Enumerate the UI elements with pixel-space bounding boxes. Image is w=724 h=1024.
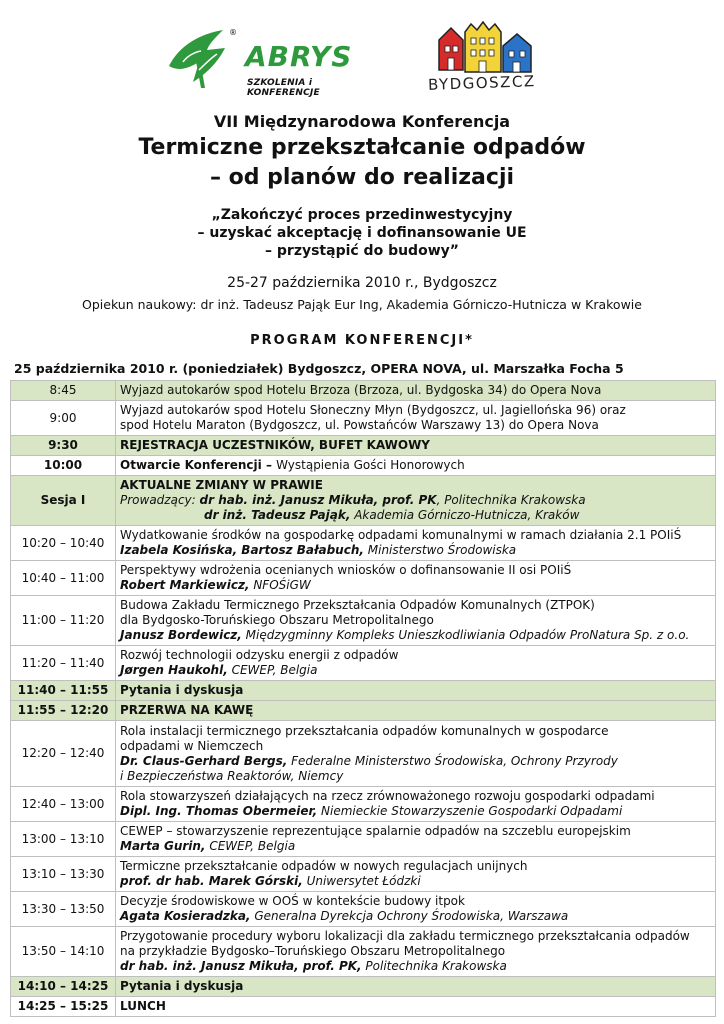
table-row <box>11 977 716 997</box>
talk-info <box>116 561 716 596</box>
row-time: 13:30 – 13:50 <box>11 892 116 927</box>
speaker-name: Marta Gurin, <box>120 839 206 853</box>
row-time: 10:40 – 11:00 <box>11 561 116 596</box>
row-time: 13:00 – 13:10 <box>11 822 116 857</box>
speaker-org: Federalne Ministerstwo Środowiska, Ochrony Przyrody <box>287 753 618 768</box>
moderator-label: Prowadzący: <box>120 493 200 507</box>
moderator-name: dr inż. Tadeusz Pająk, <box>204 508 351 522</box>
speaker-org: CEWEP, Belgia <box>227 663 318 677</box>
talk-speaker <box>120 754 711 769</box>
talk-topic: Perspektywy wdrożenia ocenianych wniosków o dofinansowanie II osi POIiŚ <box>120 563 572 577</box>
talk-speaker <box>120 874 711 889</box>
row-text <box>116 401 716 436</box>
table-row <box>11 381 716 401</box>
talk-row <box>11 596 716 646</box>
abrys-tagline: SZKOLENIA i KONFERENCJE <box>247 78 320 98</box>
talk-row <box>11 822 716 857</box>
row-time: 11:40 – 11:55 <box>11 681 116 701</box>
talk-row <box>11 892 716 927</box>
talk-info <box>116 721 716 787</box>
talk-info <box>116 857 716 892</box>
speaker-org: Generalna Dyrekcja Ochrony Środowiska, Warszawa <box>250 909 569 923</box>
talk-topic: Rola stowarzyszeń działających na rzecz zrównoważonego rozwoju gospodarki odpadami <box>120 789 655 803</box>
row-time: 10:00 <box>11 456 116 476</box>
row-time: 12:40 – 13:00 <box>11 787 116 822</box>
abrys-axe-icon <box>165 26 237 92</box>
talk-topic: Rola instalacji termicznego przekształcania odpadów komunalnych w gospodarce <box>120 723 609 738</box>
speaker-org: NFOŚiGW <box>249 578 311 592</box>
opening-label: Otwarcie Konferencji <box>120 458 262 472</box>
row-time: 11:55 – 12:20 <box>11 701 116 721</box>
row-time: 9:30 <box>11 436 116 456</box>
row-text: Wyjazd autokarów spod Hotelu Brzoza (Brzoza, ul. Bydgoska 34) do Opera Nova <box>116 381 716 401</box>
talk-speaker <box>120 839 711 854</box>
city-name: BYDGOSZCZ <box>427 72 536 94</box>
row-time: 11:20 – 11:40 <box>11 646 116 681</box>
session-label: Sesja I <box>11 476 116 526</box>
speaker-name: Dipl. Ing. Thomas Obermeier, <box>120 804 318 818</box>
conference-edition: VII Międzynarodowa Konferencja <box>213 112 511 131</box>
talk-speaker <box>120 959 711 974</box>
talk-info <box>116 927 716 977</box>
day-header: 25 października 2010 r. (poniedziałek) Bydgoszcz, OPERA NOVA, ul. Marszałka Focha 5 <box>14 361 624 376</box>
speaker-org: i Bezpieczeństwa Reaktorów, Niemcy <box>120 768 344 783</box>
row-text: Pytania i dyskusja <box>116 977 716 997</box>
conference-heading <box>0 112 724 349</box>
speaker-name: Jørgen Haukohl, <box>120 663 228 677</box>
row-time: 13:10 – 13:30 <box>11 857 116 892</box>
scientific-patron: Opiekun naukowy: dr inż. Tadeusz Pająk Eur Ing, Akademia Górniczo-Hutnicza w Krakowie <box>82 297 642 312</box>
talk-topic: Wydatkowanie środków na gospodarkę odpadami komunalnymi w ramach działania 2.1 POIiŚ <box>120 528 682 542</box>
speaker-name: Izabela Kosińska, Bartosz Bałabuch, <box>120 543 364 557</box>
conference-motto <box>0 206 724 260</box>
speaker-name: Robert Markiewicz, <box>120 578 250 592</box>
row-line: Wyjazd autokarów spod Hotelu Słoneczny Młyn (Bydgoszcz, ul. Jagiellońska 96) oraz <box>120 403 626 417</box>
speaker-name: prof. dr hab. Marek Górski, <box>120 874 303 888</box>
speaker-org: Niemieckie Stowarzyszenie Gospodarki Odpadami <box>317 804 623 818</box>
talk-topic: Rozwój technologii odzysku energii z odpadów <box>120 648 399 662</box>
moderator-org: Akademia Górniczo-Hutnicza, Kraków <box>350 508 580 522</box>
motto-line2: – uzyskać akceptację i dofinansowanie UE <box>197 225 527 241</box>
row-line: spod Hotelu Maraton (Bydgoszcz, ul. Powstańców Warszawy 13) do Opera Nova <box>120 418 599 432</box>
talk-speaker <box>120 909 711 924</box>
talk-info <box>116 787 716 822</box>
talk-topic: odpadami w Niemczech <box>120 738 264 753</box>
opening-dash: – <box>261 458 277 472</box>
talk-info <box>116 822 716 857</box>
abrys-name: ABRYS <box>245 40 353 73</box>
talk-speaker <box>120 663 711 678</box>
talk-row <box>11 646 716 681</box>
speaker-org: Uniwersytet Łódzki <box>302 874 421 888</box>
logo-bar <box>0 18 724 98</box>
talk-speaker <box>120 804 711 819</box>
city-houses-icon <box>425 20 550 76</box>
speaker-name: dr hab. inż. Janusz Mikuła, prof. PK, <box>120 959 362 973</box>
conference-title-line1: Termiczne przekształcanie odpadów <box>138 135 586 160</box>
talk-speaker <box>120 628 711 643</box>
table-row <box>11 701 716 721</box>
row-time: 10:20 – 10:40 <box>11 526 116 561</box>
talk-speaker <box>120 543 711 558</box>
row-time: 9:00 <box>11 401 116 436</box>
row-time: 14:10 – 14:25 <box>11 977 116 997</box>
row-time: 11:00 – 11:20 <box>11 596 116 646</box>
abrys-logo <box>165 26 365 98</box>
program-title: PROGRAM KONFERENCJI* <box>250 333 474 348</box>
table-row <box>11 681 716 701</box>
talk-info <box>116 526 716 561</box>
talk-row <box>11 526 716 561</box>
moderator-line2 <box>120 508 711 523</box>
talk-speaker <box>120 578 711 593</box>
motto-line1: „Zakończyć proces przedinwestycyjny <box>211 207 513 223</box>
talk-row <box>11 857 716 892</box>
talk-row <box>11 561 716 596</box>
talk-topic: Decyzje środowiskowe w OOŚ w kontekście budowy itpok <box>120 894 465 908</box>
row-text <box>116 456 716 476</box>
row-time: 8:45 <box>11 381 116 401</box>
talk-topic: Przygotowanie procedury wyboru lokalizacji dla zakładu termicznego przekształcania odpadów <box>120 929 690 943</box>
speaker-name: Agata Kosieradzka, <box>120 909 251 923</box>
row-time: 14:25 – 15:25 <box>11 997 116 1017</box>
moderator-line1 <box>120 493 711 508</box>
table-row <box>11 401 716 436</box>
moderator-org: , Politechnika Krakowska <box>436 493 586 507</box>
talk-row <box>11 787 716 822</box>
talk-topic: Budowa Zakładu Termicznego Przekształcania Odpadów Komunalnych (ZTPOK) <box>120 598 595 612</box>
talk-topic: dla Bydgosko-Toruńskiego Obszaru Metropolitalnego <box>120 613 434 627</box>
motto-line3: – przystąpić do budowy” <box>265 243 459 259</box>
talk-topic: Termiczne przekształcanie odpadów w nowych regulacjach unijnych <box>120 859 528 873</box>
talk-topic: CEWEP – stowarzyszenie reprezentujące spalarnie odpadów na szczeblu europejskim <box>120 824 631 838</box>
speaker-org: Politechnika Krakowska <box>361 959 507 973</box>
conference-title-line2: – od planów do realizacji <box>209 165 515 190</box>
schedule-table <box>10 380 716 1017</box>
speaker-name: Janusz Bordewicz, <box>120 628 242 642</box>
row-text: LUNCH <box>116 997 716 1017</box>
conference-dates: 25-27 października 2010 r., Bydgoszcz <box>227 275 497 291</box>
row-text: Pytania i dyskusja <box>116 681 716 701</box>
registered-mark: ® <box>229 28 237 37</box>
speaker-org: Międzygminny Kompleks Unieszkodliwiania Odpadów ProNatura Sp. z o.o. <box>241 628 690 642</box>
talk-info <box>116 646 716 681</box>
talk-row <box>11 927 716 977</box>
session-info <box>116 476 716 526</box>
row-text: PRZERWA NA KAWĘ <box>116 701 716 721</box>
table-row <box>11 436 716 456</box>
opening-rest: Wystąpienia Gości Honorowych <box>276 458 465 472</box>
table-row <box>11 456 716 476</box>
speaker-org: CEWEP, Belgia <box>205 839 296 853</box>
row-time: 13:50 – 14:10 <box>11 927 116 977</box>
talk-info <box>116 596 716 646</box>
row-text: REJESTRACJA UCZESTNIKÓW, BUFET KAWOWY <box>116 436 716 456</box>
moderator-name: dr hab. inż. Janusz Mikuła, prof. PK <box>199 493 437 507</box>
talk-info <box>116 892 716 927</box>
talk-topic: na przykładzie Bydgosko–Toruńskiego Obszaru Metropolitalnego <box>120 944 506 958</box>
table-row <box>11 997 716 1017</box>
session-row <box>11 476 716 526</box>
speaker-name: Dr. Claus-Gerhard Bergs, <box>120 753 288 768</box>
bydgoszcz-logo <box>425 20 550 95</box>
talk-row <box>11 721 716 787</box>
row-time: 12:20 – 12:40 <box>11 721 116 787</box>
session-title: AKTUALNE ZMIANY W PRAWIE <box>120 478 323 492</box>
speaker-org: Ministerstwo Środowiska <box>363 543 517 557</box>
